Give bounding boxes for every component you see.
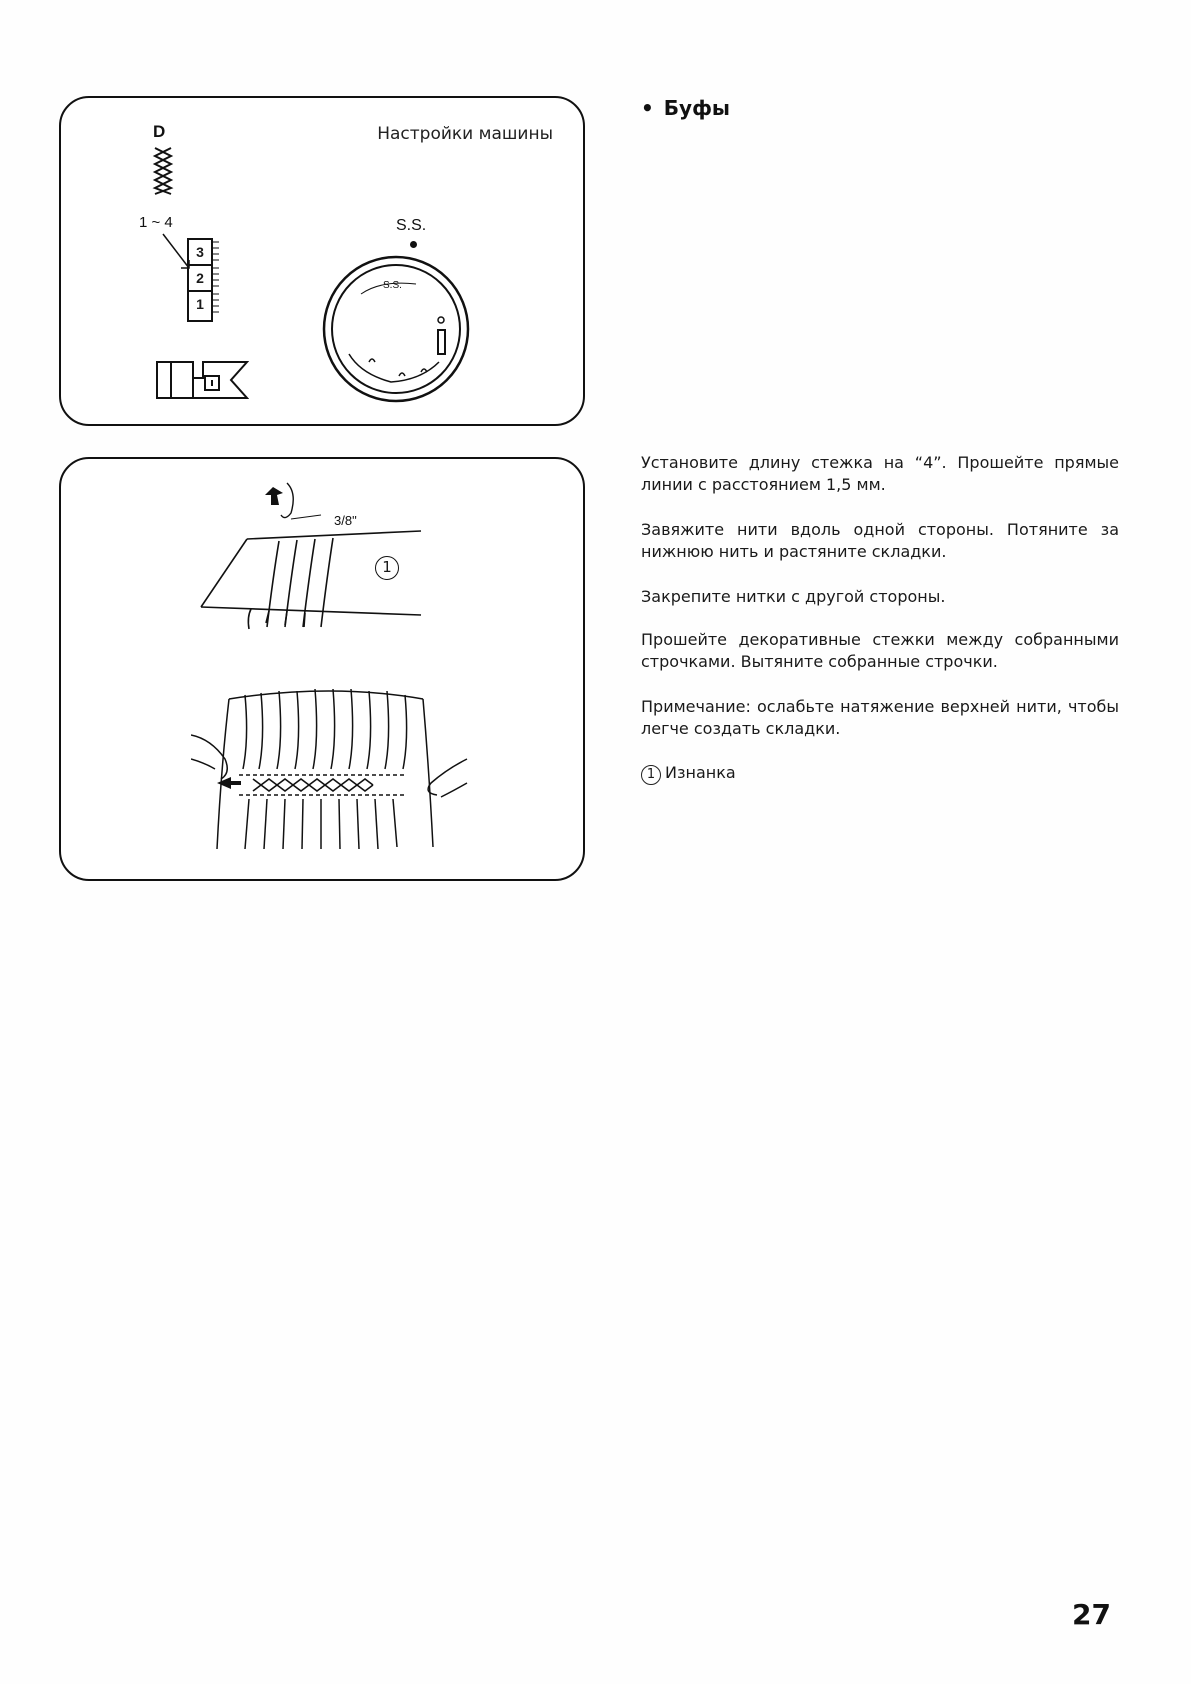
scale-ticks-icon	[213, 238, 223, 322]
dial-indicator-dot	[410, 241, 417, 248]
presser-foot-icon	[153, 356, 249, 402]
fabric-stitching-lines-illustration	[191, 477, 481, 637]
stitch-length-dial	[321, 254, 471, 404]
instruction-paragraph-3: Закрепите нитки с другой стороны.	[641, 587, 946, 606]
scale-number-3: 3	[189, 240, 211, 266]
legend-number: 1	[641, 765, 661, 785]
heading-bullet: •	[641, 96, 654, 120]
smocking-stitch-pattern-icon	[149, 146, 177, 196]
instruction-paragraph-1: Установите длину стежка на “4”. Прошейте прямые линии с расстоянием 1,5 мм.	[641, 453, 1119, 494]
seam-spacing-label: 3/8"	[334, 513, 357, 528]
dial-ss-label: S.S.	[396, 217, 427, 234]
pattern-letter: D	[153, 122, 166, 141]
smocking-illustration-panel	[59, 457, 585, 881]
machine-settings-title: Настройки машины	[377, 124, 553, 144]
scale-number-2: 2	[189, 266, 211, 292]
scale-number-1: 1	[196, 296, 204, 312]
machine-settings-panel	[59, 96, 585, 426]
stitch-length-scale	[187, 238, 213, 322]
heading-text: Буфы	[663, 96, 731, 120]
section-heading	[641, 96, 730, 120]
legend-item	[641, 762, 1119, 785]
dial-inner-label: S.S.	[383, 280, 402, 291]
gathered-fabric-smocking-illustration	[191, 679, 471, 859]
stitch-length-range-label: 1 ~ 4	[139, 214, 173, 231]
instruction-paragraph-4: Прошейте декоративные стежки между собранными строчками. Вытяните собранные строчки.	[641, 630, 1119, 671]
page-number: 27	[1072, 1598, 1111, 1631]
instruction-note: Примечание: ослабьте натяжение верхней нити, чтобы легче создать складки.	[641, 697, 1119, 738]
callout-number-1: 1	[375, 556, 399, 580]
legend-text: Изнанка	[665, 763, 736, 782]
instruction-paragraph-2: Завяжите нити вдоль одной стороны. Потяните за нижнюю нить и растяните складки.	[641, 520, 1119, 561]
